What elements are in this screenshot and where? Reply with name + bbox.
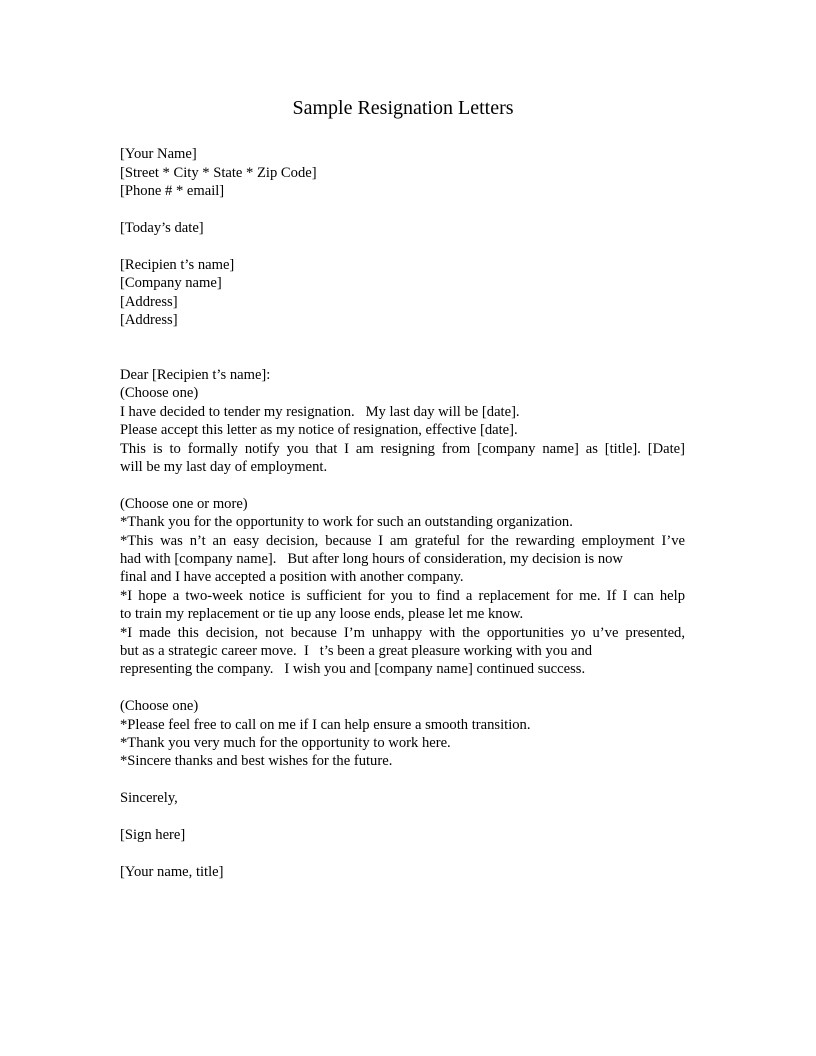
recipient-name: [Recipien t’s name] — [120, 257, 235, 273]
section3-line: *Sincere thanks and best wishes for the future. — [120, 753, 393, 769]
section2-line: had with [company name]. But after long hours of consideration, my decision is now — [120, 551, 623, 567]
signer-name-title: [Your name, title] — [120, 864, 224, 880]
section3-line: *Thank you very much for the opportunity to work here. — [120, 735, 451, 751]
section2-line: *This was n’t an easy decision, because I am grateful for the rewarding employment I’ve — [120, 533, 685, 549]
section1-line: will be my last day of employment. — [120, 459, 328, 475]
salutation: Dear [Recipien t’s name]: — [120, 367, 271, 383]
section1-line: This is to formally notify you that I am resigning from [company name] as [title]. [Date] — [120, 441, 685, 457]
sender-name: [Your Name] — [120, 146, 197, 162]
sender-contact: [Phone # * email] — [120, 183, 225, 199]
sender-address: [Street * City * State * Zip Code] — [120, 165, 317, 181]
letter-date: [Today’s date] — [120, 220, 204, 236]
section2-line: final and I have accepted a position with another company. — [120, 569, 464, 585]
section2-line: to train my replacement or tie up any loose ends, please let me know. — [120, 606, 524, 622]
recipient-address-2: [Address] — [120, 312, 178, 328]
recipient-address-1: [Address] — [120, 294, 178, 310]
section2-line: *I hope a two-week notice is sufficient for you to find a replacement for me. If I can help — [120, 588, 685, 604]
section2-line: but as a strategic career move. I t’s been a great pleasure working with you and — [120, 643, 593, 659]
signature-placeholder: [Sign here] — [120, 827, 186, 843]
section1-line: Please accept this letter as my notice of resignation, effective [date]. — [120, 422, 518, 438]
document-title: Sample Resignation Letters — [292, 97, 514, 119]
section2-instruction: (Choose one or more) — [120, 496, 248, 512]
section2-line: representing the company. I wish you and [company name] continued success. — [120, 661, 586, 677]
section1-line: I have decided to tender my resignation. My last day will be [date]. — [120, 404, 520, 420]
section2-line: *I made this decision, not because I’m unhappy with the opportunities yo u’ve presented, — [120, 625, 685, 641]
section1-instruction: (Choose one) — [120, 385, 199, 401]
section3-line: *Please feel free to call on me if I can help ensure a smooth transition. — [120, 717, 531, 733]
closing: Sincerely, — [120, 790, 178, 806]
recipient-company: [Company name] — [120, 275, 222, 291]
section2-line: *Thank you for the opportunity to work for such an outstanding organization. — [120, 514, 573, 530]
section3-instruction: (Choose one) — [120, 698, 199, 714]
